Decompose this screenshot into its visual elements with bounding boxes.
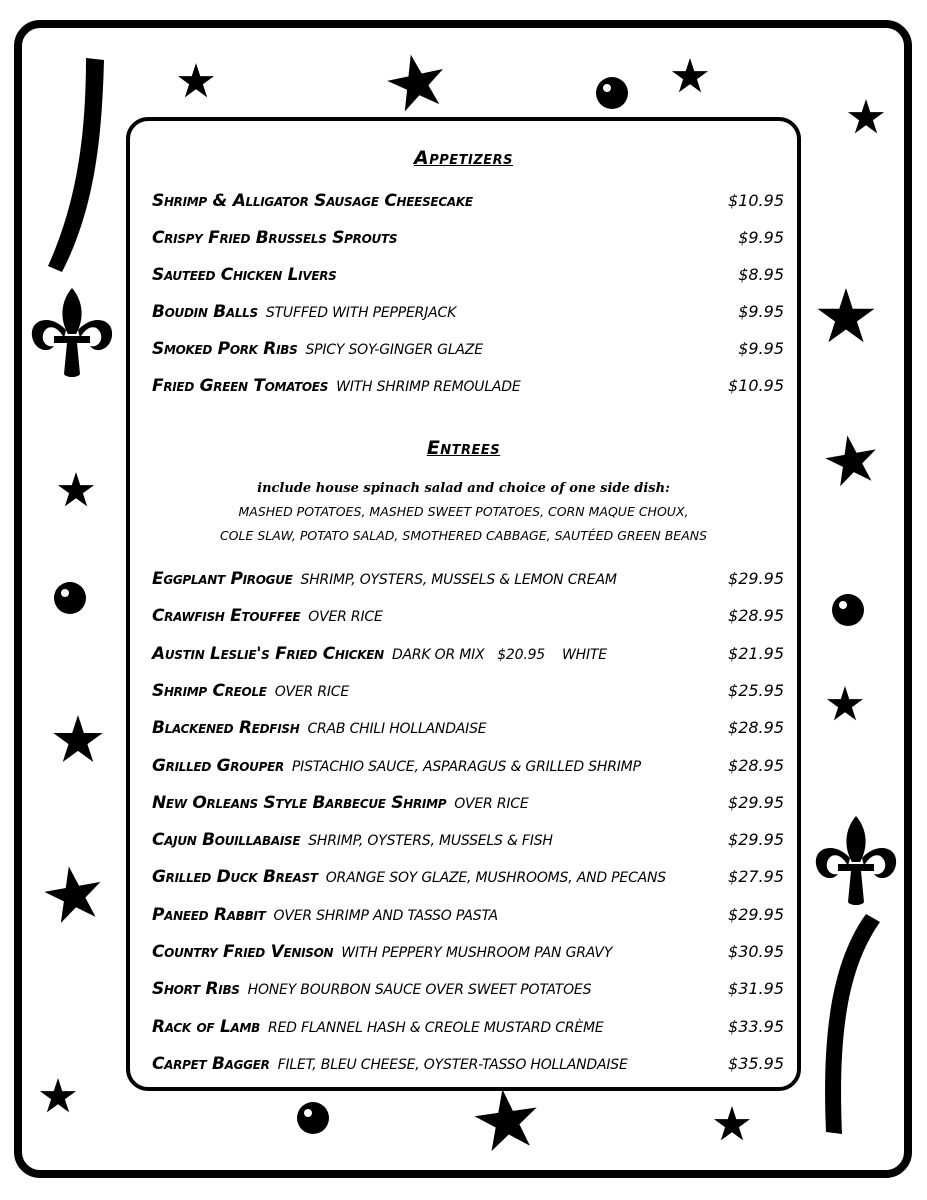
menu-item-row (152, 191, 784, 219)
menu-item-price: $31.95 (728, 979, 784, 999)
menu-item-name: Crispy Fried Brussels Sprouts (152, 228, 398, 248)
menu-item-description: CRAB CHILI HOLLANDAISE (307, 721, 487, 738)
menu-item-description: WITH SHRIMP REMOULADE (336, 379, 521, 395)
fleur-de-lis-icon (32, 288, 112, 377)
menu-item-name: Shrimp & Alligator Sausage Cheesecake (152, 191, 473, 211)
menu-item-row (152, 756, 784, 784)
menu-item-name: Country Fried Venison (152, 942, 334, 962)
menu-item-name: Grilled Grouper (152, 755, 284, 776)
menu-item-row (152, 1054, 784, 1082)
star-icon (41, 862, 107, 925)
star-icon (40, 1078, 76, 1112)
star-icon (827, 686, 863, 720)
fleur-de-lis-icon (816, 816, 896, 905)
menu-item-description: DARK OR MIX $20.95 WHITE (391, 646, 607, 663)
star-icon (672, 58, 708, 92)
menu-item-price: $35.95 (728, 1053, 784, 1073)
swoosh-bottom-right (825, 914, 880, 1134)
menu-item-price: $28.95 (728, 606, 784, 626)
dot-icon (596, 77, 628, 109)
menu-item-row (152, 302, 784, 330)
menu-item-name: Cajun Bouillabaise (152, 830, 301, 851)
menu-item-row (152, 569, 784, 597)
menu-item-row (152, 905, 784, 933)
menu-item-name: Austin Leslie's Fried Chicken (152, 643, 384, 664)
menu-item-description: OVER RICE (274, 683, 350, 700)
menu-item-price: $29.95 (728, 830, 784, 850)
star-icon (53, 715, 102, 762)
star-icon (383, 49, 450, 114)
dot-icon (54, 582, 86, 614)
menu-item-name: Eggplant Pirogue (152, 569, 293, 589)
menu-item-name: Paneed Rabbit (152, 904, 266, 925)
menu-item-row (152, 867, 784, 895)
menu-item-name: Rack of Lamb (152, 1016, 260, 1037)
menu-item-description: OVER RICE (454, 795, 529, 812)
menu-item-price: $29.95 (728, 792, 784, 812)
menu-item-row (152, 793, 784, 821)
menu-item-price: $25.95 (728, 680, 784, 700)
menu-item-row (152, 376, 784, 404)
menu-item-price: $30.95 (728, 942, 784, 961)
star-icon (178, 63, 214, 97)
menu-item-row (152, 339, 784, 367)
menu-item-name: Carpet Bagger (152, 1053, 270, 1074)
menu-item-price: $28.95 (728, 718, 784, 738)
menu-item-name: Short Ribs (152, 979, 240, 1000)
menu-item-description: RED FLANNEL HASH & CREOLE MUSTARD CRÈME (267, 1019, 604, 1036)
menu-item-name: Smoked Pork Ribs (152, 339, 298, 359)
menu-item-description: ORANGE SOY GLAZE, MUSHROOMS, AND PECANS (325, 870, 666, 887)
menu-item-price: $9.95 (738, 228, 784, 247)
appetizers-title: Appetizers (413, 147, 514, 169)
menu-item-description: OVER RICE (308, 609, 383, 626)
menu-item-price: $10.95 (728, 191, 784, 210)
entrees-title: Entrees (426, 437, 501, 459)
menu-item-price: $9.95 (738, 339, 784, 358)
menu-item-name: Fried Green Tomatoes (152, 376, 329, 396)
menu-item-description: SHRIMP, OYSTERS, MUSSELS & LEMON CREAM (300, 572, 617, 588)
star-icon (822, 431, 881, 488)
menu-item-description: SPICY SOY-GINGER GLAZE (305, 342, 483, 358)
menu-item-price: $29.95 (728, 569, 784, 588)
dot-icon (832, 594, 864, 626)
menu-item-row (152, 606, 784, 634)
menu-item-price: $10.95 (728, 376, 784, 395)
menu-item-name: Boudin Balls (152, 302, 258, 322)
menu-item-description: HONEY BOURBON SAUCE OVER SWEET POTATOES (247, 982, 592, 999)
menu-item-description: STUFFED WITH PEPPERJACK (265, 305, 457, 321)
menu-item-price: $27.95 (728, 867, 784, 887)
star-icon (471, 1085, 541, 1153)
menu-panel (126, 117, 801, 1091)
menu-item-price: $28.95 (728, 755, 784, 775)
menu-item-name: New Orleans Style Barbecue Shrimp (152, 792, 447, 813)
menu-item-name: Crawfish Etouffee (152, 606, 301, 627)
menu-item-description: FILET, BLEU CHEESE, OYSTER-TASSO HOLLANDAISE (277, 1056, 628, 1073)
menu-item-description: PISTACHIO SAUCE, ASPARAGUS & GRILLED SHRIMP (291, 758, 641, 775)
star-icon (848, 99, 884, 133)
menu-item-price: $9.95 (738, 302, 784, 321)
menu-item-row (152, 830, 784, 858)
menu-item-row (152, 681, 784, 709)
swoosh-top-left (48, 58, 104, 272)
star-icon (714, 1106, 750, 1140)
entrees-note: include house spinach salad and choice of one side dish: (257, 481, 670, 496)
dot-icon (297, 1102, 329, 1134)
menu-item-row (152, 942, 784, 970)
menu-item-row (152, 228, 784, 256)
menu-item-name: Blackened Redfish (152, 718, 300, 739)
menu-item-price: $8.95 (738, 265, 784, 284)
menu-item-row (152, 265, 784, 293)
menu-item-name: Shrimp Creole (152, 680, 267, 701)
menu-item-row (152, 1017, 784, 1045)
menu-item-description: WITH PEPPERY MUSHROOM PAN GRAVY (341, 945, 613, 961)
star-icon (58, 472, 94, 506)
menu-item-name: Sauteed Chicken Livers (152, 265, 337, 285)
side-dishes-line-2: COLE SLAW, POTATO SALAD, SMOTHERED CABBAGE, SAUTÉED GREEN BEANS (219, 528, 708, 543)
star-icon (817, 288, 874, 342)
menu-item-price: $33.95 (728, 1016, 784, 1036)
menu-item-price: $29.95 (728, 904, 784, 924)
menu-item-row (152, 644, 784, 672)
menu-item-name: Grilled Duck Breast (152, 867, 318, 888)
menu-item-description: SHRIMP, OYSTERS, MUSSELS & FISH (308, 833, 553, 850)
menu-item-price: $21.95 (728, 643, 784, 663)
menu-item-row (152, 718, 784, 746)
side-dishes-line-1: MASHED POTATOES, MASHED SWEET POTATOES, CORN MAQUE CHOUX, (238, 504, 689, 519)
menu-item-description: OVER SHRIMP AND TASSO PASTA (273, 907, 498, 924)
menu-item-row (152, 979, 784, 1007)
